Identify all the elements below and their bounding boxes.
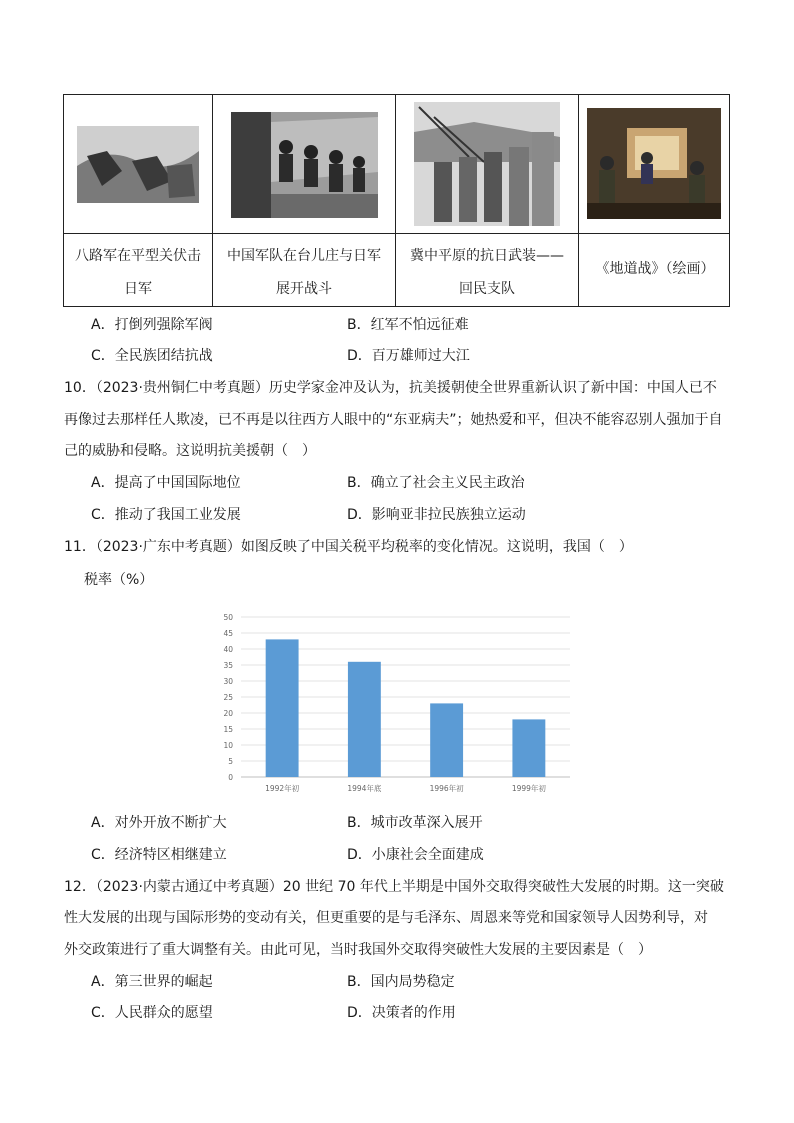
q9-option-b[interactable]: B．红军不怕远征难 [347, 317, 469, 333]
caption-line: 冀中平原的抗日武装—— [410, 248, 564, 264]
q9-option-d[interactable]: D．百万雄师过大江 [347, 348, 470, 364]
painting-didaozhan [587, 108, 721, 219]
q10-option-a[interactable]: A．提高了中国国际地位 [91, 475, 241, 491]
q10-stem-line: 10．（2023·贵州铜仁中考真题）历史学家金冲及认为，抗美援朝使全世界重新认识了新中国：中国人已不 [64, 380, 717, 396]
x-tick-label: 1992年初 [265, 784, 300, 793]
photo-huimin-zhidui [414, 102, 560, 226]
y-tick-label: 50 [223, 613, 233, 622]
y-tick-label: 20 [223, 709, 233, 718]
y-tick-label: 10 [223, 741, 233, 750]
x-tick-label: 1999年初 [511, 784, 546, 793]
caption-line: 展开战斗 [276, 281, 332, 297]
y-tick-label: 5 [228, 757, 233, 766]
y-tick-label: 0 [228, 773, 233, 782]
q11-option-c[interactable]: C．经济特区相继建立 [91, 847, 227, 863]
y-tick-label: 25 [223, 693, 233, 702]
q10-option-b[interactable]: B．确立了社会主义民主政治 [347, 475, 525, 491]
image-table [63, 94, 730, 307]
y-tick-label: 30 [223, 677, 233, 686]
x-tick-label: 1996年初 [429, 784, 464, 793]
q12-option-b[interactable]: B．国内局势稳定 [347, 974, 455, 990]
photo-taierzhuang [231, 112, 378, 218]
x-tick-label: 1994年底 [347, 784, 382, 793]
q12-option-a[interactable]: A．第三世界的崛起 [91, 974, 213, 990]
q9-option-c[interactable]: C．全民族团结抗战 [91, 348, 213, 364]
caption-line: 日军 [124, 281, 152, 297]
bar-1996年初 [430, 703, 463, 777]
q10-stem-line: 己的威胁和侵略。这说明抗美援朝（ ） [64, 443, 316, 459]
bar-1994年底 [348, 662, 381, 777]
chart-y-label: 税率（%） [84, 572, 154, 588]
photo-pingxingguan [77, 126, 199, 203]
bar-1992年初 [266, 639, 299, 777]
caption-line: 《地道战》（绘画） [595, 261, 715, 277]
caption-didaozhan [579, 253, 731, 286]
y-tick-label: 40 [223, 645, 233, 654]
caption-huimin-zhidui [396, 240, 578, 306]
caption-line: 回民支队 [459, 281, 515, 297]
table-divider [64, 233, 729, 234]
q12-stem-line: 外交政策进行了重大调整有关。由此可见，当时我国外交取得突破性大发展的主要因素是（ ） [64, 942, 652, 958]
y-tick-label: 15 [223, 725, 233, 734]
q10-stem-line: 再像过去那样任人欺凌，已不再是以往西方人眼中的“东亚病夫”；她热爱和平，但决不能容忍别人强加于自 [64, 412, 723, 428]
q11-stem: 11．（2023·广东中考真题）如图反映了中国关税平均税率的变化情况。这说明，我国（ ） [64, 539, 633, 555]
caption-pingxingguan [64, 240, 212, 306]
q12-stem-line: 性大发展的出现与国际形势的变动有关，但更重要的是与毛泽东、周恩来等党和国家领导人因势利导，对 [64, 910, 708, 926]
bar-1999年初 [512, 719, 545, 777]
tariff-bar-chart [205, 605, 585, 805]
q12-option-c[interactable]: C．人民群众的愿望 [91, 1005, 213, 1021]
q12-stem-line: 12．（2023·内蒙古通辽中考真题）20 世纪 70 年代上半期是中国外交取得突破性大发展的时期。这一突破 [64, 879, 724, 895]
q10-option-d[interactable]: D．影响亚非拉民族独立运动 [347, 507, 526, 523]
q11-option-d[interactable]: D．小康社会全面建成 [347, 847, 484, 863]
y-tick-label: 35 [223, 661, 233, 670]
q11-option-a[interactable]: A．对外开放不断扩大 [91, 815, 227, 831]
caption-line: 中国军队在台儿庄与日军 [227, 248, 381, 264]
q11-option-b[interactable]: B．城市改革深入展开 [347, 815, 483, 831]
caption-taierzhuang [213, 240, 395, 306]
q10-option-c[interactable]: C．推动了我国工业发展 [91, 507, 241, 523]
y-tick-label: 45 [223, 629, 233, 638]
q12-option-d[interactable]: D．决策者的作用 [347, 1005, 456, 1021]
caption-line: 八路军在平型关伏击 [75, 248, 201, 264]
q9-option-a[interactable]: A．打倒列强除军阀 [91, 317, 213, 333]
